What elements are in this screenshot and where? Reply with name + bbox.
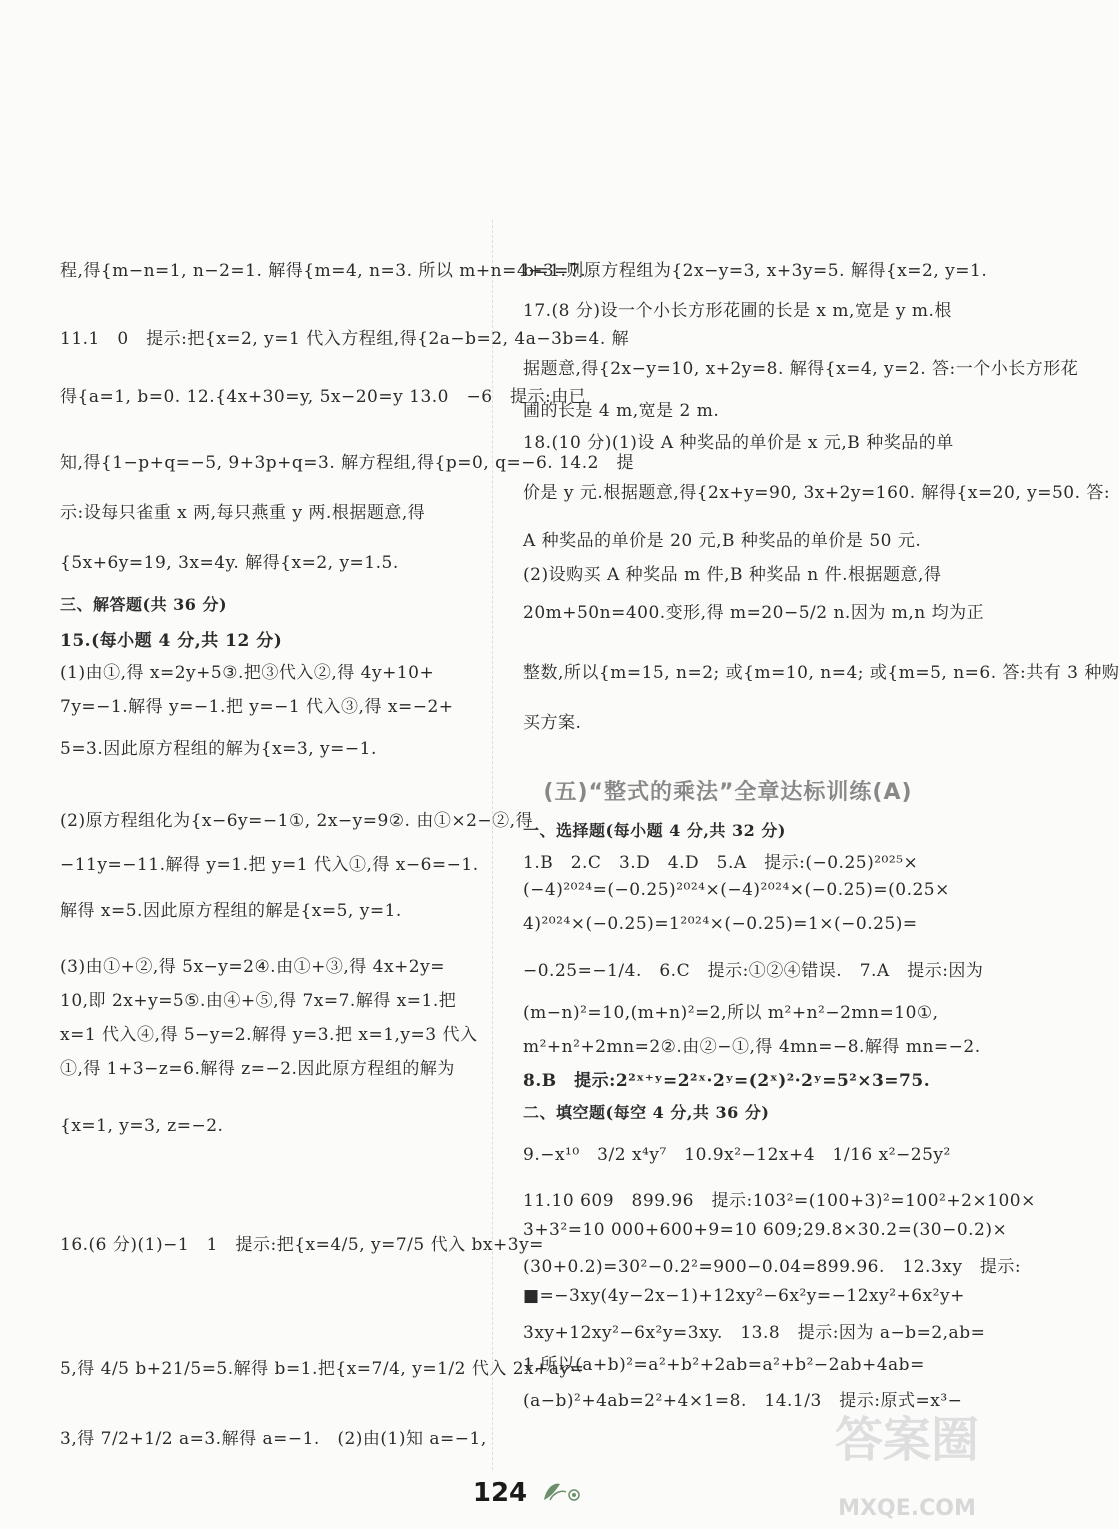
text-line: (2)设购买 A 种奖品 m 件,B 种奖品 n 件.根据题意,得 xyxy=(523,565,942,585)
text-line: (m−n)²=10,(m+n)²=2,所以 m²+n²−2mn=10①, xyxy=(523,1003,939,1023)
section-heading: 一、选择题(每小题 4 分,共 32 分) xyxy=(523,821,786,840)
text-line: 3+3²=10 000+600+9=10 609;29.8×30.2=(30−0.2)× xyxy=(523,1220,1008,1240)
text-line: 8.B 提示:2²ˣ⁺ʸ=2²ˣ·2ʸ=(2ˣ)²·2ʸ=5²×3=75. xyxy=(523,1071,931,1091)
column-divider xyxy=(492,220,493,1470)
text-line: 18.(10 分)(1)设 A 种奖品的单价是 x 元,B 种奖品的单 xyxy=(523,433,954,453)
text-line: 3xy+12xy²−6x²y=3xy. 13.8 提示:因为 a−b=2,ab= xyxy=(523,1323,986,1343)
text-line: x=1 代入④,得 5−y=2.解得 y=3.把 x=1,y=3 代入 xyxy=(60,1025,478,1045)
leaf-ornament-icon xyxy=(540,1478,584,1504)
text-line: (2)原方程组化为{x−6y=−1①, 2x−y=9②. 由①×2−②,得 xyxy=(60,811,534,831)
text-line: 17.(8 分)设一个小长方形花圃的长是 x m,宽是 y m.根 xyxy=(523,301,952,321)
text-line: 整数,所以{m=15, n=2; 或{m=10, n=4; 或{m=5, n=6. 答:共有 3 种购 xyxy=(523,663,1119,683)
text-line: m²+n²+2mn=2②.由②−①,得 4mn=−8.解得 mn=−2. xyxy=(523,1037,981,1057)
text-line: 示:设每只雀重 x 两,每只燕重 y 两.根据题意,得 xyxy=(60,503,426,523)
text-line: 16.(6 分)(1)−1 1 提示:把{x=4/5, y=7/5 代入 bx+3y= xyxy=(60,1235,544,1255)
text-line: 20m+50n=400.变形,得 m=20−5/2 n.因为 m,n 均为正 xyxy=(523,603,985,623)
text-line: b=1.则原方程组为{2x−y=3, x+3y=5. 解得{x=2, y=1. xyxy=(523,261,988,281)
section-heading: 二、填空题(每空 4 分,共 36 分) xyxy=(523,1103,770,1122)
text-line: ■=−3xy(4y−2x−1)+12xy²−6x²y=−12xy²+6x²y+ xyxy=(523,1286,965,1306)
text-line: {x=1, y=3, z=−2. xyxy=(60,1116,224,1136)
watermark-text: MXQE.COM xyxy=(838,1496,976,1521)
text-line: 1.B 2.C 3.D 4.D 5.A 提示:(−0.25)²⁰²⁵× xyxy=(523,853,919,873)
section-heading: 三、解答题(共 36 分) xyxy=(60,595,228,614)
text-line: 价是 y 元.根据题意,得{2x+y=90, 3x+2y=160. 解得{x=20, y=50. 答: xyxy=(523,483,1111,503)
watermark-logo: 答案圈 xyxy=(834,1412,979,1468)
watermark xyxy=(822,1401,992,1521)
text-line: 程,得{m−n=1, n−2=1. 解得{m=4, n=3. 所以 m+n=4+3=7. xyxy=(60,261,587,281)
text-line: {5x+6y=19, 3x=4y. 解得{x=2, y=1.5. xyxy=(60,553,399,573)
text-line: 5=3.因此原方程组的解为{x=3, y=−1. xyxy=(60,739,377,759)
text-line: 11.10 609 899.96 提示:103²=(100+3)²=100²+2×100× xyxy=(523,1191,1036,1211)
text-line: 4)²⁰²⁴×(−0.25)=1²⁰²⁴×(−0.25)=1×(−0.25)= xyxy=(523,914,918,934)
text-line: 5,得 4/5 b+21/5=5.解得 b=1.把{x=7/4, y=1/2 代入 2x+ay= xyxy=(60,1359,585,1379)
text-line: (30+0.2)=30²−0.2²=900−0.04=899.96. 12.3xy 提示: xyxy=(523,1257,1022,1277)
text-line: −11y=−11.解得 y=1.把 y=1 代入①,得 x−6=−1. xyxy=(60,855,479,875)
text-line: 9.−x¹⁰ 3/2 x⁴y⁷ 10.9x²−12x+4 1/16 x²−25y² xyxy=(523,1145,951,1165)
text-line: (−4)²⁰²⁴=(−0.25)²⁰²⁴×(−4)²⁰²⁴×(−0.25)=(0.25× xyxy=(523,880,950,900)
text-line: 买方案. xyxy=(523,713,582,733)
text-line: (a−b)²+4ab=2²+4×1=8. 14.1/3 提示:原式=x³− xyxy=(523,1391,963,1411)
text-line: 据题意,得{2x−y=10, x+2y=8. 解得{x=4, y=2. 答:一个小长方形花 xyxy=(523,359,1079,379)
text-line: 解得 x=5.因此原方程组的解是{x=5, y=1. xyxy=(60,901,402,921)
text-line: (3)由①+②,得 5x−y=2④.由①+③,得 4x+2y= xyxy=(60,957,445,977)
text-line: 7y=−1.解得 y=−1.把 y=−1 代入③,得 x=−2+ xyxy=(60,697,454,717)
text-line: (1)由①,得 x=2y+5③.把③代入②,得 4y+10+ xyxy=(60,663,435,683)
page-number: 124 xyxy=(472,1478,528,1508)
text-line: 1,所以(a+b)²=a²+b²+2ab=a²+b²−2ab+4ab= xyxy=(523,1355,925,1375)
text-line: A 种奖品的单价是 20 元,B 种奖品的单价是 50 元. xyxy=(523,531,922,551)
text-line: 15.(每小题 4 分,共 12 分) xyxy=(60,631,283,651)
text-line: 11.1 0 提示:把{x=2, y=1 代入方程组,得{2a−b=2, 4a−3b=4. 解 xyxy=(60,329,630,349)
text-line: 知,得{1−p+q=−5, 9+3p+q=3. 解方程组,得{p=0, q=−6. 14.2 提 xyxy=(60,453,634,473)
text-line: ①,得 1+3−z=6.解得 z=−2.因此原方程组的解为 xyxy=(60,1059,455,1079)
text-line: 3,得 7/2+1/2 a=3.解得 a=−1. (2)由(1)知 a=−1, xyxy=(60,1429,487,1449)
chapter-title: (五)“整式的乘法”全章达标训练(A) xyxy=(543,780,913,805)
text-line: 圃的长是 4 m,宽是 2 m. xyxy=(523,401,720,421)
text-line: 得{a=1, b=0. 12.{4x+30=y, 5x−20=y 13.0 −6 提示:由已 xyxy=(60,387,587,407)
text-line: 10,即 2x+y=5⑤.由④+⑤,得 7x=7.解得 x=1.把 xyxy=(60,991,457,1011)
text-line: −0.25=−1/4. 6.C 提示:①②④错误. 7.A 提示:因为 xyxy=(523,961,984,981)
